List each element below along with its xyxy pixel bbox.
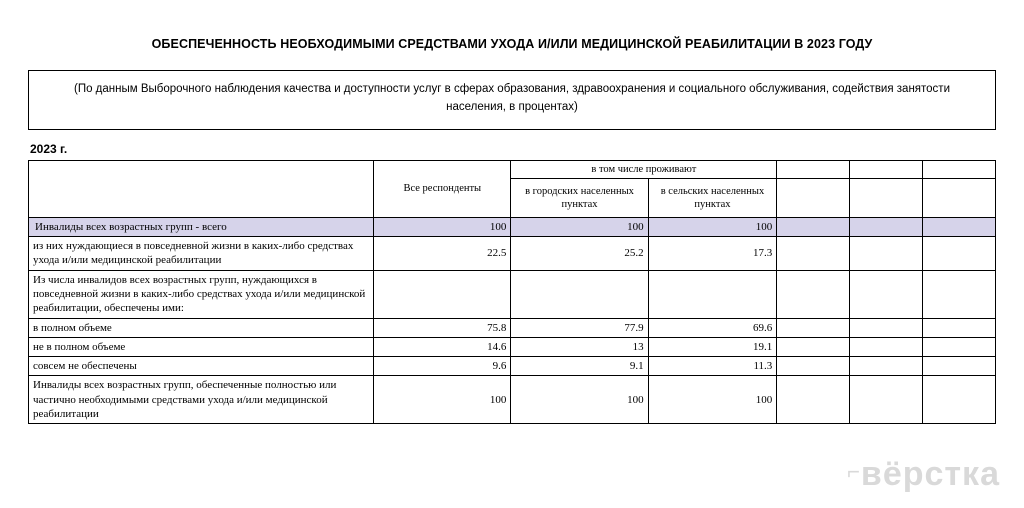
watermark [847,455,1000,494]
row-label: в полном объеме [29,318,374,337]
empty-cell [850,337,923,356]
cell-rural: 100 [648,376,777,424]
empty-cell [923,318,996,337]
cell-all: 75.8 [374,318,511,337]
table-body [29,217,996,424]
cell-urban: 100 [511,376,648,424]
header-row-label [29,160,374,217]
row-label: из них нуждающиеся в повседневной жизни в каких-либо средствах ухода и/или медицинской реабилитации [29,237,374,271]
data-table [28,160,996,425]
cell-rural: 69.6 [648,318,777,337]
empty-cell [923,217,996,236]
empty-cell [777,270,850,318]
empty-cell [923,337,996,356]
header-rural: в сельских населенных пунктах [648,178,777,217]
row-label: Из числа инвалидов всех возрастных групп, нуждающихся в повседневной жизни в каких-либо средствах ухода и/или медицинской реабилитации, обеспечены ими: [29,270,374,318]
cell-all [374,270,511,318]
watermark-text: вёрстка [860,455,1000,493]
cell-rural: 100 [648,217,777,236]
empty-cell [777,237,850,271]
empty-cell [777,357,850,376]
row-label: Инвалиды всех возрастных групп, обеспеченные полностью или частично необходимыми средствами ухода и/или медицинской реабилитации [29,376,374,424]
header-all-respondents: Все респонденты [374,160,511,217]
row-label: Инвалиды всех возрастных групп - всего [29,217,374,236]
cell-urban [511,270,648,318]
header-urban: в городских населенных пунктах [511,178,648,217]
row-label: не в полном объеме [29,337,374,356]
empty-cell [850,376,923,424]
cell-all: 14.6 [374,337,511,356]
table-row [29,337,996,356]
watermark-mark: ⌐ [847,459,861,484]
empty-cell [850,357,923,376]
empty-cell [777,376,850,424]
header-pad-cell [850,178,923,217]
table-row [29,217,996,236]
table-row [29,357,996,376]
header-pad-cell [777,160,850,178]
empty-cell [923,376,996,424]
empty-cell [850,237,923,271]
spreadsheet-sheet [28,24,996,424]
page-title: ОБЕСПЕЧЕННОСТЬ НЕОБХОДИМЫМИ СРЕДСТВАМИ УХОДА И/ИЛИ МЕДИЦИНСКОЙ РЕАБИЛИТАЦИИ В 2023 ГОДУ [151,37,873,51]
subtitle-wrapper [28,70,996,130]
cell-urban: 25.2 [511,237,648,271]
cell-rural: 19.1 [648,337,777,356]
header-pad-cell [850,160,923,178]
header-pad-cell [923,160,996,178]
table-row [29,318,996,337]
cell-all: 22.5 [374,237,511,271]
cell-all: 9.6 [374,357,511,376]
empty-cell [777,337,850,356]
empty-cell [850,270,923,318]
empty-cell [923,270,996,318]
document-title-row [28,24,996,64]
cell-urban: 100 [511,217,648,236]
cell-all: 100 [374,217,511,236]
empty-cell [850,217,923,236]
header-pad-cell [923,178,996,217]
cell-urban: 13 [511,337,648,356]
table-row [29,270,996,318]
cell-all: 100 [374,376,511,424]
cell-rural: 11.3 [648,357,777,376]
row-label: совсем не обеспечены [29,357,374,376]
year-label: 2023 г. [30,141,68,156]
empty-cell [777,318,850,337]
table-header [29,160,996,217]
header-pad-cell [777,178,850,217]
table-row [29,237,996,271]
cell-rural: 17.3 [648,237,777,271]
empty-cell [923,357,996,376]
cell-urban: 77.9 [511,318,648,337]
cell-urban: 9.1 [511,357,648,376]
empty-cell [923,237,996,271]
table-header-row-1 [29,160,996,178]
cell-rural [648,270,777,318]
empty-cell [777,217,850,236]
document-subtitle: (По данным Выборочного наблюдения качества и доступности услуг в сферах образования, здравоохранения и социального обслуживания, содействия занятости населения, в процентах) [28,70,996,130]
empty-cell [850,318,923,337]
table-row [29,376,996,424]
header-group-title: в том числе проживают [511,160,777,178]
